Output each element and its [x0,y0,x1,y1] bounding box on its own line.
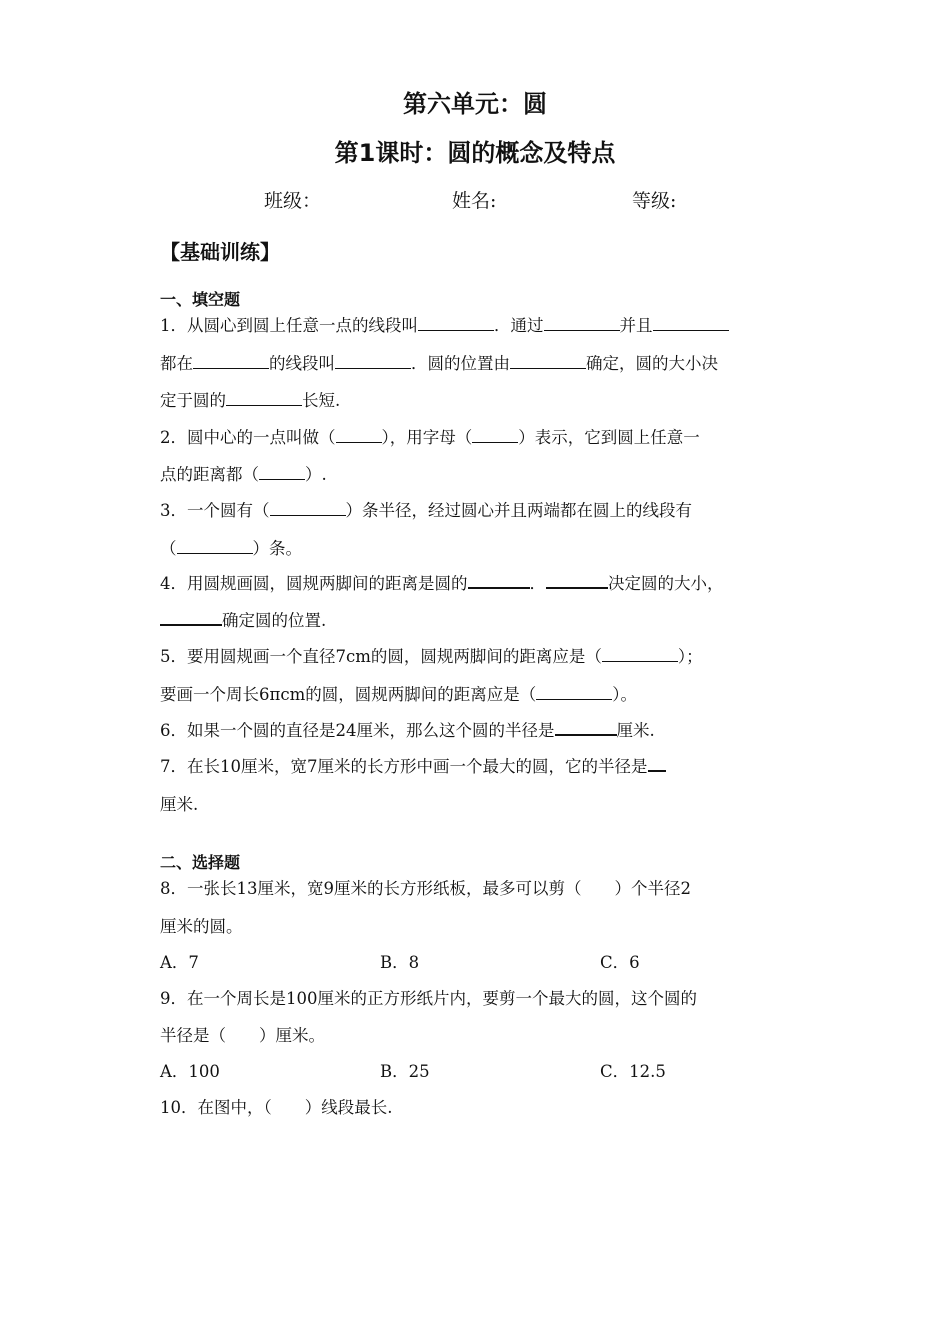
class-label: 班级： [264,190,322,212]
q2-line2: 点的距离都（ ）. [160,465,327,484]
q8-line1: 8．一张长13厘米，宽9厘米的长方形纸板，最多可以剪（ ）个半径2 [160,879,691,898]
q8-option-c: C．6 [600,953,640,972]
q9-line1: 9．在一个周长是100厘米的正方形纸片内，要剪一个最大的圆，这个圆的 [160,989,697,1008]
q5-line1: 5．要用圆规画一个直径7cm的圆，圆规两脚间的距离应是（ ）； [160,647,703,666]
lesson-title: 第1课时：圆的概念及特点 [334,139,616,167]
q9-line2: 半径是（ ）厘米。 [160,1026,325,1045]
fill-blank-heading: 一、填空题 [160,290,241,309]
q3-line2: （ ）条。 [160,539,302,558]
unit-title: 第六单元：圆 [403,90,547,118]
q9-option-a: A．100 [160,1062,220,1081]
q8-option-b: B．8 [380,953,420,972]
q6-line1: 6．如果一个圆的直径是24厘米，那么这个圆的半径是 厘米. [160,721,655,740]
section-heading: 【基础训练】 [160,240,280,264]
name-label: 姓名: [452,190,497,212]
q5-line2: 要画一个周长6πcm的圆，圆规两脚间的距离应是（ ）。 [160,685,637,704]
q9-option-c: C．12.5 [600,1062,666,1081]
q3-line1: 3．一个圆有（ ）条半径，经过圆心并且两端都在圆上的线段有 [160,501,692,520]
grade-label: 等级: [632,190,677,212]
q8-line2: 厘米的圆。 [160,917,243,936]
q9-option-b: B．25 [380,1062,430,1081]
q7-line1: 7．在长10厘米，宽7厘米的长方形中画一个最大的圆，它的半径是 [160,753,666,777]
q8-option-a: A．7 [160,953,199,972]
q1-line1: 1．从圆心到圆上任意一点的线段叫 ．通过 并且 [160,312,729,336]
q10-line1: 10．在图中，（ ）线段最长. [160,1098,393,1117]
q2-line1: 2．圆中心的一点叫做（ ），用字母（ ）表示，它到圆上任意一 [160,428,700,447]
q4-line2: 确定圆的位置. [160,607,326,631]
q1-line3: 定于圆的 长短. [160,391,341,410]
q4-line1: 4．用圆规画圆，圆规两脚间的距离是圆的 ． 决定圆的大小， [160,574,724,593]
choice-heading: 二、选择题 [160,853,241,872]
q7-line2: 厘米. [160,795,199,814]
q1-line2: 都在 的线段叫 ．圆的位置由 确定，圆的大小决 [160,354,718,373]
